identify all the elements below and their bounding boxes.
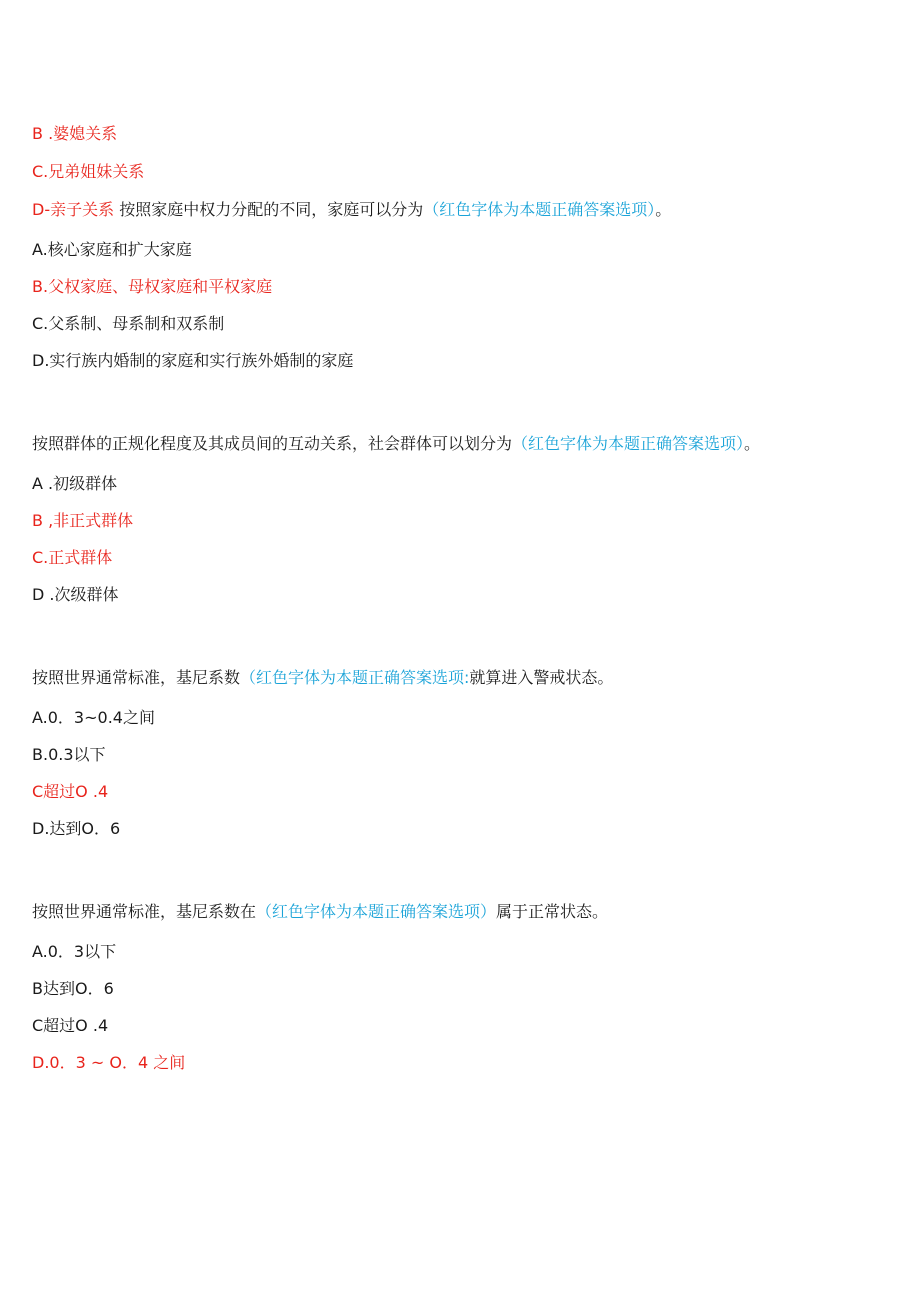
q4-option-a: A.0．3以下	[32, 942, 117, 961]
q1-stem-text: 按照家庭中权力分配的不同，家庭可以分为	[119, 200, 424, 219]
q4-option-c: C超过O .4	[32, 1016, 109, 1035]
q1-option-d: D.实行族内婚制的家庭和实行族外婚制的家庭	[32, 351, 354, 370]
q3-option-a: A.0．3~0.4之间	[32, 708, 155, 727]
q4-stem-end: 属于正常状态。	[496, 902, 609, 921]
q1-stem-end: 。	[655, 200, 672, 219]
q0-option-d-and-q1-stem	[32, 199, 671, 221]
q2-stem-hint: （红色字体为本题正确答案选项）	[512, 434, 745, 453]
q1-option-b: B.父权家庭、母权家庭和平权家庭	[32, 277, 273, 296]
q2-option-d: D .次级群体	[32, 585, 119, 604]
q3-stem	[32, 667, 613, 689]
q0-option-b: B .婆媳关系	[32, 124, 118, 143]
q0-option-c: C.兄弟姐妹关系	[32, 162, 145, 181]
q4-option-d: D.0．3 ~ O．4 之间	[32, 1053, 186, 1072]
q1-option-c: C.父系制、母系制和双系制	[32, 314, 225, 333]
q4-stem-hint: （红色字体为本题正确答案选项）	[256, 902, 497, 921]
q4-stem-text: 按照世界通常标准，基尼系数在	[32, 902, 257, 921]
q2-stem-end: 。	[744, 434, 761, 453]
q2-option-b: B ,非正式群体	[32, 511, 134, 530]
q2-stem	[32, 433, 760, 455]
q3-option-c: C超过O .4	[32, 782, 109, 801]
q3-option-d: D.达到O．6	[32, 819, 121, 838]
q3-option-b: B.0.3以下	[32, 745, 106, 764]
q4-option-b: B达到O．6	[32, 979, 114, 998]
q4-stem	[32, 901, 608, 923]
q3-stem-end: 就算进入警戒状态。	[469, 668, 614, 687]
q1-option-a: A.核心家庭和扩大家庭	[32, 240, 192, 259]
q0-option-d: D-亲子关系	[32, 200, 115, 219]
q2-stem-text: 按照群体的正规化程度及其成员间的互动关系，社会群体可以划分为	[32, 434, 513, 453]
q3-stem-text: 按照世界通常标准，基尼系数	[32, 668, 241, 687]
q2-option-c: C.正式群体	[32, 548, 113, 567]
q2-option-a: A .初级群体	[32, 474, 118, 493]
q1-stem-hint: （红色字体为本题正确答案选项）	[423, 200, 656, 219]
q3-stem-hint: （红色字体为本题正确答案选项:	[240, 668, 470, 687]
